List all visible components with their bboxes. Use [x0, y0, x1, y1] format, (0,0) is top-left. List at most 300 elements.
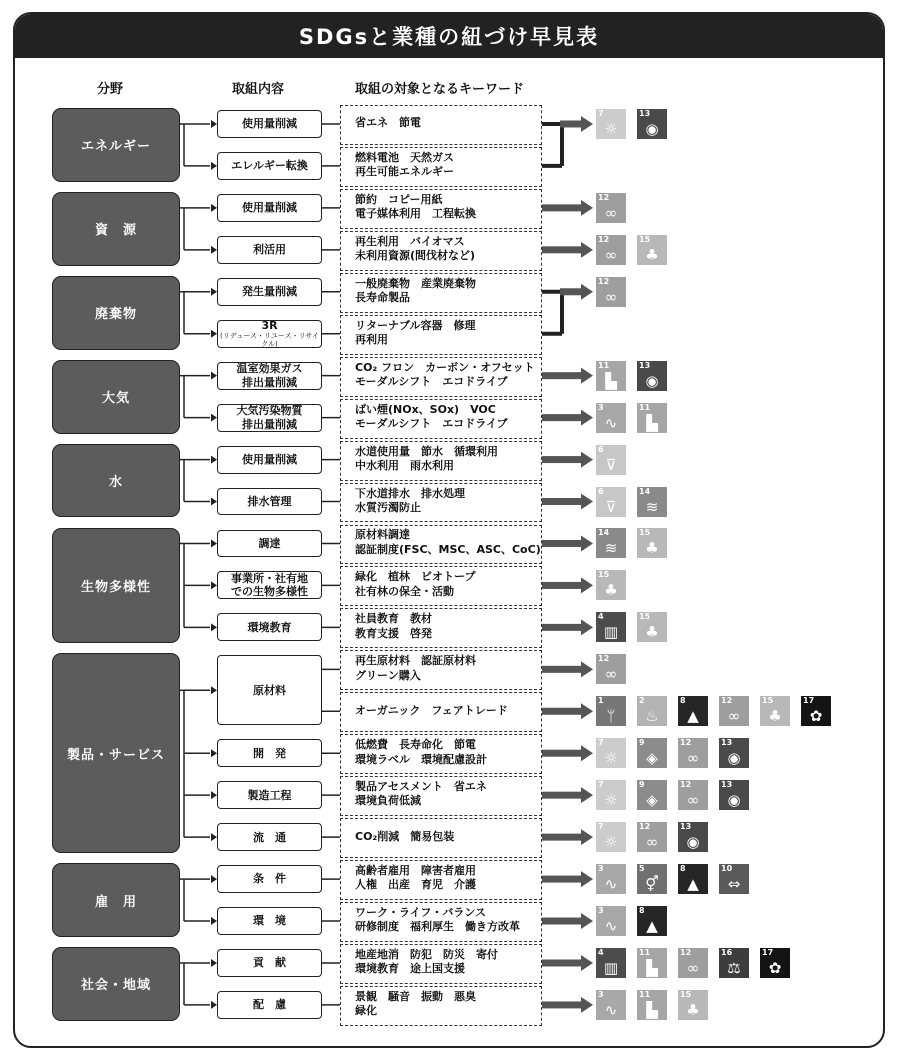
sdg-goal-12-icon [596, 235, 626, 265]
sdg-goal-number: 12 [598, 234, 610, 244]
action-label: 排水管理 [247, 494, 292, 508]
keyword-line: 燃料電池 天然ガス [355, 150, 454, 164]
sdg-goal-number: 16 [721, 947, 733, 957]
sdg-goal-symbol: ▙ [646, 958, 658, 977]
action-label: 発生量削減 [242, 285, 297, 299]
sdg-goal-number: 12 [680, 947, 692, 957]
sdg-goal-12-icon [719, 696, 749, 726]
sdg-goal-symbol: ◉ [727, 791, 741, 810]
sdg-goal-symbol: ∞ [686, 958, 700, 977]
action-box-6 [217, 362, 322, 390]
sdg-goal-symbol: ∿ [604, 875, 618, 894]
keyword-line: CO₂削減 簡易包装 [355, 829, 455, 843]
action-label: 3R [261, 318, 278, 332]
category-5: 生物多様性 [52, 528, 180, 644]
keyword-line: 教育支援 啓発 [355, 626, 432, 640]
sdg-arrow-shaft [542, 876, 582, 883]
keyword-line: 再利用 [355, 333, 388, 347]
sdg-goal-number: 7 [598, 738, 604, 748]
sdg-arrow-shaft [542, 372, 582, 379]
sdg-goal-symbol: ∞ [686, 749, 700, 768]
sdg-goal-8-icon [637, 906, 667, 936]
sdg-goal-number: 8 [680, 696, 686, 706]
sdg-goal-14-icon [637, 487, 667, 517]
sdg-goal-5-icon [637, 864, 667, 894]
category-0: エネルギー [52, 108, 180, 182]
sdg-goal-13-icon [678, 822, 708, 852]
keyword-text-9 [355, 487, 465, 516]
sdg-arrow-head [581, 452, 593, 468]
sdg-goal-12-icon [678, 780, 708, 810]
sdg-goal-6-icon [596, 445, 626, 475]
sdg-goal-symbol: ⇔ [727, 875, 741, 894]
sdg-goal-13-icon [637, 109, 667, 139]
sdg-arrow-head [581, 200, 593, 216]
sdg-goal-12-icon [596, 193, 626, 223]
keyword-text-8 [355, 445, 498, 474]
sdg-goal-3-icon [596, 990, 626, 1020]
sdg-goal-15-icon [637, 528, 667, 558]
keyword-line: ばい煙(NOx、SOx) VOC [355, 402, 496, 416]
sdg-goal-4-icon [596, 948, 626, 978]
keyword-line: 社有林の保全・活動 [355, 584, 454, 598]
sdg-goal-number: 4 [598, 612, 604, 622]
sdg-goal-11-icon [637, 948, 667, 978]
sdg-goal-symbol: ∞ [727, 707, 741, 726]
sdg-goal-symbol: ◈ [646, 749, 658, 768]
keyword-line: ワーク・ライフ・バランス [355, 906, 487, 920]
action-box-5 [217, 320, 322, 348]
sdg-goal-number: 17 [762, 947, 774, 957]
sdg-goal-symbol: ☼ [604, 833, 618, 852]
sdg-goal-7-icon [596, 822, 626, 852]
keyword-line: リターナブル容器 修理 [355, 318, 476, 332]
sdg-goal-symbol: ∞ [645, 833, 659, 852]
keyword-line: 研修制度 福利厚生 働き方改革 [355, 920, 520, 934]
keyword-line: 未利用資源(間伐材など) [355, 249, 476, 263]
keyword-line: モーダルシフト エコドライブ [355, 374, 508, 388]
sdg-arrow-head [581, 410, 593, 426]
sdg-goal-15-icon [637, 235, 667, 265]
sdg-goal-symbol: ᛘ [606, 707, 616, 726]
sdg-goal-symbol: ▲ [687, 875, 699, 894]
sdg-goal-15-icon [760, 696, 790, 726]
sdg-goal-symbol: ∞ [604, 203, 618, 222]
keyword-text-11 [355, 570, 475, 599]
sdg-goal-12-icon [637, 822, 667, 852]
category-6: 製品・サービス [52, 653, 180, 853]
sdg-goal-symbol: ♣ [768, 707, 782, 726]
sdg-goal-number: 15 [639, 612, 651, 622]
sdg-arrow-head [581, 913, 593, 929]
sdg-arrow-head [581, 535, 593, 551]
sdg-goal-number: 11 [639, 402, 651, 412]
sdg-arrow-head [581, 284, 593, 300]
keyword-text-21 [355, 990, 476, 1019]
sdg-goal-symbol: ◉ [686, 833, 700, 852]
sdg-goal-15-icon [637, 612, 667, 642]
sdg-arrow-head [581, 955, 593, 971]
keyword-text-0 [355, 116, 421, 130]
category-8: 社会・地域 [52, 947, 180, 1021]
sdg-goal-9-icon [637, 780, 667, 810]
keyword-line: 低燃費 長寿命化 節電 [355, 738, 476, 752]
sdg-goal-number: 12 [598, 654, 610, 664]
sdg-goal-number: 10 [721, 864, 733, 874]
sdg-goal-symbol: ▙ [605, 371, 617, 390]
sdg-goal-symbol: ◉ [727, 749, 741, 768]
sdg-goal-number: 13 [721, 780, 733, 790]
sdg-goal-symbol: ☼ [604, 119, 618, 138]
sdg-goal-symbol: ≋ [645, 497, 659, 516]
sdg-goal-symbol: ∿ [604, 413, 618, 432]
sdg-goal-symbol: ♣ [645, 623, 659, 642]
sdg-arrow-shaft [542, 540, 582, 547]
sdg-goal-number: 9 [639, 780, 645, 790]
action-box-18 [217, 907, 322, 935]
sdg-goal-symbol: ⚖ [727, 958, 741, 977]
action-box-3 [217, 236, 322, 264]
keyword-line: 環境ラベル 環境配慮設計 [355, 752, 487, 766]
action-label: 使用量削減 [242, 201, 297, 215]
sdg-goal-13-icon [637, 361, 667, 391]
sdg-goal-2-icon [637, 696, 667, 726]
keyword-line: 節約 コピー用紙 [355, 192, 443, 206]
sdg-goal-symbol: ∞ [604, 665, 618, 684]
action-box-16 [217, 823, 322, 851]
keyword-line: 水道使用量 節水 循環利用 [355, 444, 498, 458]
sdg-arrow-shaft [542, 750, 582, 757]
sdg-goal-number: 14 [598, 528, 610, 538]
action-box-11 [217, 571, 322, 599]
sdg-goal-symbol: ☼ [604, 791, 618, 810]
keyword-line: 中水利用 雨水利用 [355, 458, 454, 472]
action-label: 調達 [258, 536, 281, 550]
sdg-goal-number: 12 [680, 780, 692, 790]
sdg-goal-number: 12 [680, 738, 692, 748]
sdg-goal-number: 3 [598, 864, 604, 874]
sdg-goal-number: 8 [680, 864, 686, 874]
header-action: 取組内容 [232, 82, 285, 97]
action-box-12 [217, 613, 322, 641]
sdg-goal-number: 12 [598, 192, 610, 202]
sdg-arrow-shaft [542, 792, 582, 799]
sdg-goal-number: 7 [598, 108, 604, 118]
keyword-line: 一般廃棄物 産業廃棄物 [355, 276, 476, 290]
sdg-goal-number: 15 [762, 696, 774, 706]
sdg-goal-symbol: ≋ [604, 539, 618, 558]
sdg-arrow-head [581, 703, 593, 719]
action-box-14 [217, 739, 322, 767]
sdg-arrow-head [581, 661, 593, 677]
sdg-goal-number: 7 [598, 822, 604, 832]
keyword-line: 省エネ 節電 [355, 116, 421, 130]
action-box-15 [217, 781, 322, 809]
keyword-line: 再生利用 バイオマス [355, 234, 465, 248]
category-2: 廃棄物 [52, 276, 180, 350]
keyword-text-5 [355, 319, 476, 348]
sdg-arrow-shaft [542, 582, 582, 589]
sdg-arrow-head [581, 577, 593, 593]
keyword-line: CO₂ フロン カーボン・オフセット [355, 360, 535, 374]
sdg-arrow-head [581, 116, 593, 132]
sdg-goal-symbol: ◈ [646, 791, 658, 810]
action-box-10 [217, 530, 322, 558]
keyword-text-1 [355, 151, 454, 180]
sdg-goal-number: 3 [598, 402, 604, 412]
sdg-goal-symbol: ♣ [604, 581, 618, 600]
sdg-goal-number: 13 [639, 108, 651, 118]
action-label: 使用量削減 [242, 452, 297, 466]
keyword-line: 製品アセスメント 省エネ [355, 780, 487, 794]
keyword-line: 認証制度(FSC、MSC、ASC、CoC) [355, 542, 541, 556]
sdg-goal-3-icon [596, 906, 626, 936]
sdg-arrow-head [581, 871, 593, 887]
keyword-text-16 [355, 780, 487, 809]
sdg-goal-number: 15 [639, 528, 651, 538]
sdg-goal-12-icon [596, 277, 626, 307]
keyword-line: 電子媒体利用 工程転換 [355, 207, 476, 221]
sdg-goal-11-icon [637, 990, 667, 1020]
action-label: 事業所・社有地 [231, 572, 308, 586]
sdg-goal-symbol: ▥ [603, 623, 619, 642]
keyword-line: 緑化 [355, 1004, 377, 1018]
sdg-goal-4-icon [596, 612, 626, 642]
sdg-arrow-shaft [542, 456, 582, 463]
sdg-goal-number: 12 [721, 696, 733, 706]
keyword-line: 水質汚濁防止 [355, 500, 421, 514]
keyword-line: 下水道排水 排水処理 [355, 486, 465, 500]
sdg-goal-symbol: ∿ [604, 917, 618, 936]
sdg-goal-symbol: ♣ [645, 539, 659, 558]
keyword-text-4 [355, 277, 476, 306]
keyword-line: 原材料調達 [355, 528, 410, 542]
action-label: 環境教育 [247, 620, 292, 634]
sdg-goal-12-icon [596, 654, 626, 684]
sdg-goal-number: 6 [598, 444, 604, 454]
sdg-goal-symbol: ✿ [768, 958, 782, 977]
sdg-goal-number: 1 [598, 696, 604, 706]
keyword-text-6 [355, 361, 535, 390]
sdg-arrow-shaft [542, 246, 582, 253]
sdg-goal-symbol: ∿ [604, 1000, 618, 1019]
keyword-text-18 [355, 864, 476, 893]
sdg-goal-symbol: ⊽ [605, 497, 617, 516]
keyword-line: 地産地消 防犯 防災 寄付 [355, 947, 498, 961]
sdg-goal-number: 6 [598, 486, 604, 496]
sdg-goal-symbol: ⊽ [605, 455, 617, 474]
action-box-20 [217, 991, 322, 1019]
keyword-text-15 [355, 738, 487, 767]
keyword-line: 高齢者雇用 障害者雇用 [355, 864, 476, 878]
sdg-goal-symbol: ∞ [604, 245, 618, 264]
keyword-line: 緑化 植林 ビオトープ [355, 570, 476, 584]
action-label: 配 慮 [253, 998, 286, 1012]
sdg-goal-7-icon [596, 738, 626, 768]
sdg-goal-number: 15 [598, 570, 610, 580]
action-box-8 [217, 446, 322, 474]
keyword-line: 再生可能エネルギー [355, 165, 454, 179]
sdg-goal-number: 13 [680, 822, 692, 832]
action-label: 使用量削減 [242, 117, 297, 131]
sdg-arrow-shaft [542, 204, 582, 211]
sdg-goal-14-icon [596, 528, 626, 558]
sdg-goal-number: 7 [598, 780, 604, 790]
action-label: 流 通 [253, 830, 286, 844]
sdg-goal-number: 9 [639, 738, 645, 748]
header-keywords: 取組の対象となるキーワード [355, 82, 525, 97]
sdg-goal-number: 13 [639, 360, 651, 370]
sdg-goal-number: 5 [639, 864, 645, 874]
keyword-line: 社員教育 教材 [355, 612, 432, 626]
sdg-goal-3-icon [596, 403, 626, 433]
keyword-line: グリーン購入 [355, 668, 421, 682]
keyword-line: 再生原材料 認証原材料 [355, 654, 476, 668]
sdg-goal-number: 12 [639, 822, 651, 832]
keyword-text-17 [355, 830, 454, 844]
action-label: エレルギー転換 [231, 159, 308, 173]
sdg-arrow-head [581, 494, 593, 510]
sdg-goal-13-icon [719, 780, 749, 810]
sdg-goal-3-icon [596, 864, 626, 894]
sdg-goal-number: 15 [680, 989, 692, 999]
sdg-goal-symbol: ⚥ [645, 875, 659, 894]
sdg-goal-symbol: ☼ [604, 749, 618, 768]
sdg-goal-12-icon [678, 948, 708, 978]
sdg-goal-number: 14 [639, 486, 651, 496]
action-label: 環 境 [253, 914, 286, 928]
sdg-goal-symbol: ∞ [686, 791, 700, 810]
sdg-goal-17-icon [801, 696, 831, 726]
action-label-line2: 排出量削減 [242, 417, 297, 431]
sdg-goal-6-icon [596, 487, 626, 517]
sdg-arrow-head [581, 619, 593, 635]
sdg-goal-symbol: ◉ [645, 371, 659, 390]
keyword-text-2 [355, 193, 476, 222]
sdg-goal-13-icon [719, 738, 749, 768]
sdg-arrow-shaft [542, 959, 582, 966]
sdg-goal-12-icon [678, 738, 708, 768]
action-label: 条 件 [253, 872, 286, 886]
action-label: 利活用 [253, 243, 286, 257]
action-label-line2: 排出量削減 [242, 375, 297, 389]
sdg-goal-9-icon [637, 738, 667, 768]
sdg-goal-symbol: ▲ [646, 917, 658, 936]
sdg-arrow-head [581, 745, 593, 761]
sdg-goal-1-icon [596, 696, 626, 726]
sdg-goal-15-icon [596, 570, 626, 600]
action-box-7 [217, 404, 322, 432]
sdg-arrow-head [581, 242, 593, 258]
sdg-goal-symbol: ♨ [645, 707, 659, 726]
action-box-2 [217, 194, 322, 222]
keyword-text-14 [355, 704, 508, 718]
category-3: 大気 [52, 360, 180, 434]
sdg-arrow-shaft [542, 666, 582, 673]
sdg-goal-symbol: ◉ [645, 119, 659, 138]
action-label: 原材料 [253, 683, 286, 697]
sdg-arrow-head [581, 368, 593, 384]
sdg-goal-symbol: ▲ [687, 707, 699, 726]
action-sublabel: (リデュース・リユース・リサイクル) [220, 331, 319, 349]
sdg-arrow-head [581, 787, 593, 803]
keyword-line: オーガニック フェアトレード [355, 703, 508, 717]
action-box-19 [217, 949, 322, 977]
sdg-goal-number: 4 [598, 947, 604, 957]
sdg-goal-8-icon [678, 864, 708, 894]
action-label: 貢 献 [253, 956, 286, 970]
sdg-arrow-head [581, 829, 593, 845]
sdg-arrow-head [581, 997, 593, 1013]
keyword-line: 人権 出産 育児 介護 [355, 878, 476, 892]
sdg-arrow-shaft [542, 708, 582, 715]
sdg-goal-symbol: ▥ [603, 958, 619, 977]
sdg-goal-7-icon [596, 109, 626, 139]
header-field: 分野 [97, 82, 124, 97]
sdg-goal-10-icon [719, 864, 749, 894]
sdg-goal-number: 3 [598, 906, 604, 916]
sdg-goal-symbol: ♣ [645, 245, 659, 264]
sdg-goal-number: 17 [803, 696, 815, 706]
action-label: 大気汚染物質 [236, 404, 303, 418]
sdg-goal-number: 11 [639, 989, 651, 999]
sdg-goal-number: 15 [639, 234, 651, 244]
sdg-arrow-shaft [542, 834, 582, 841]
keyword-text-10 [355, 528, 541, 557]
action-box-13 [217, 655, 322, 725]
action-box-1 [217, 152, 322, 180]
sdg-goal-symbol: ∞ [604, 287, 618, 306]
sdg-goal-11-icon [637, 403, 667, 433]
sdg-arrow-shaft [542, 1001, 582, 1008]
keyword-text-19 [355, 906, 520, 935]
sdg-goal-number: 11 [598, 360, 610, 370]
action-box-4 [217, 278, 322, 306]
keyword-text-20 [355, 948, 498, 977]
sdg-goal-7-icon [596, 780, 626, 810]
sdg-goal-8-icon [678, 696, 708, 726]
sdg-goal-symbol: ✿ [809, 707, 823, 726]
sdg-goal-symbol: ▙ [646, 413, 658, 432]
sdg-arrow-shaft [560, 288, 582, 295]
sdg-arrow-shaft [542, 414, 582, 421]
category-1: 資 源 [52, 192, 180, 266]
sdg-goal-16-icon [719, 948, 749, 978]
keyword-line: 長寿命製品 [355, 291, 410, 305]
sdg-goal-number: 11 [639, 947, 651, 957]
action-label: 温室効果ガス [236, 362, 303, 376]
page-title: SDGsと業種の紐づけ早見表 [15, 14, 883, 58]
sdg-goal-number: 8 [639, 906, 645, 916]
sdg-goal-number: 3 [598, 989, 604, 999]
sdg-arrow-shaft [542, 918, 582, 925]
keyword-line: 景観 騒音 振動 悪臭 [355, 989, 476, 1003]
keyword-line: 環境負荷低減 [355, 794, 421, 808]
action-label: 製造工程 [247, 788, 292, 802]
action-box-9 [217, 488, 322, 516]
keyword-line: 環境教育 途上国支援 [355, 962, 465, 976]
action-box-17 [217, 865, 322, 893]
category-4: 水 [52, 444, 180, 518]
sdg-goal-number: 12 [598, 276, 610, 286]
keyword-text-12 [355, 612, 432, 641]
sdg-arrow-shaft [542, 624, 582, 631]
category-7: 雇 用 [52, 863, 180, 937]
sdg-goal-symbol: ♣ [686, 1000, 700, 1019]
sdg-goal-number: 2 [639, 696, 645, 706]
sdg-goal-11-icon [596, 361, 626, 391]
action-label: 開 発 [253, 746, 286, 760]
